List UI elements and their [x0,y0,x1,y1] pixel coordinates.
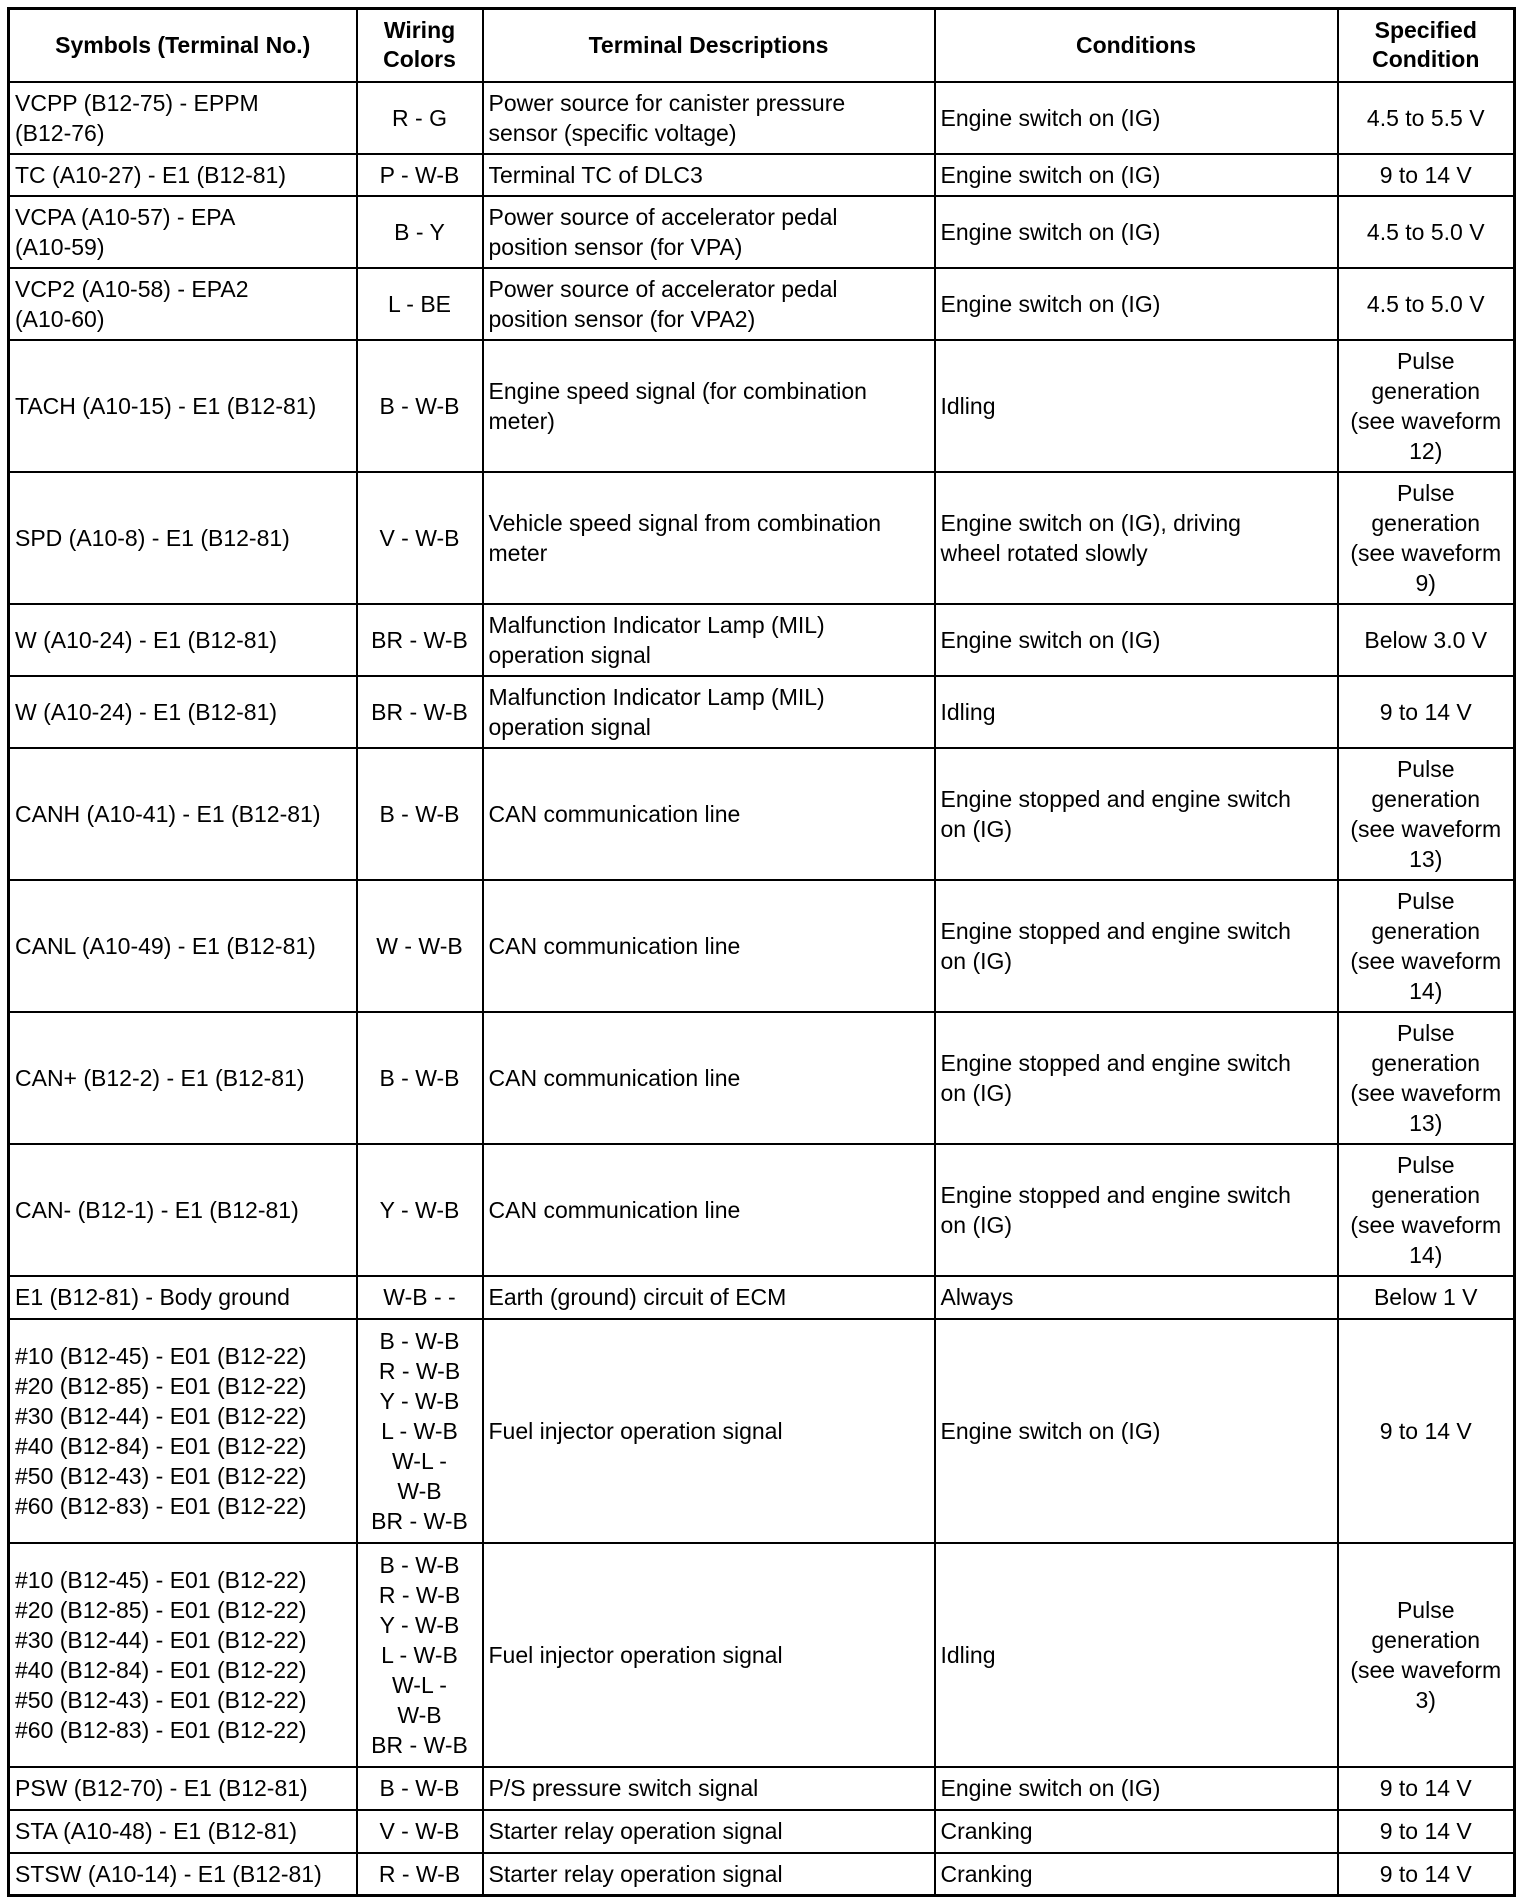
terminal-description-cell: Fuel injector operation signal [483,1543,935,1767]
condition-cell: Engine stopped and engine switch on (IG) [935,1144,1338,1276]
header-terminal-descriptions: Terminal Descriptions [483,9,935,82]
terminal-symbol-cell: VCPP (B12-75) - EPPM (B12-76) [9,82,357,154]
terminal-description-cell: Malfunction Indicator Lamp (MIL) operation signal [483,604,935,676]
header-conditions: Conditions [935,9,1338,82]
table-row [9,196,1515,268]
condition-cell: Cranking [935,1853,1338,1896]
table-row [9,340,1515,472]
terminal-symbol-cell: STA (A10-48) - E1 (B12-81) [9,1810,357,1853]
specified-condition-cell: 9 to 14 V [1338,1810,1515,1853]
specified-condition-cell: 9 to 14 V [1338,1319,1515,1543]
specified-condition-cell: Pulse generation (see waveform 14) [1338,880,1515,1012]
terminal-description-cell: Engine speed signal (for combination meter) [483,340,935,472]
terminal-symbol-cell: CANH (A10-41) - E1 (B12-81) [9,748,357,880]
terminal-symbol-cell: #10 (B12-45) - E01 (B12-22) #20 (B12-85) - E01 (B12-22) #30 (B12-44) - E01 (B12-22) #40 (B12-84) - E01 (B12-22) #50 (B12-43) - E01 (B12-22) #60 (B12-83) - E01 (B12-22) [9,1543,357,1767]
specified-condition-cell: 9 to 14 V [1338,1767,1515,1810]
condition-cell: Engine switch on (IG), driving wheel rotated slowly [935,472,1338,604]
condition-cell: Engine stopped and engine switch on (IG) [935,880,1338,1012]
table-row [9,1012,1515,1144]
table-row [9,82,1515,154]
condition-cell: Engine switch on (IG) [935,82,1338,154]
terminal-description-cell: CAN communication line [483,748,935,880]
specified-condition-cell: Pulse generation (see waveform 13) [1338,748,1515,880]
terminal-description-cell: P/S pressure switch signal [483,1767,935,1810]
wiring-colors-cell: B - Y [357,196,483,268]
specified-condition-cell: 9 to 14 V [1338,154,1515,196]
terminal-description-cell: Power source of accelerator pedal position sensor (for VPA) [483,196,935,268]
table-body [9,82,1515,1896]
table-row [9,1767,1515,1810]
terminal-symbol-cell: W (A10-24) - E1 (B12-81) [9,604,357,676]
specified-condition-cell: Pulse generation (see waveform 9) [1338,472,1515,604]
terminal-symbol-cell: CAN- (B12-1) - E1 (B12-81) [9,1144,357,1276]
table-row [9,1810,1515,1853]
terminal-description-cell: Power source for canister pressure sensor (specific voltage) [483,82,935,154]
wiring-colors-cell: B - W-B R - W-B Y - W-B L - W-B W-L - W-B BR - W-B [357,1543,483,1767]
wiring-colors-cell: B - W-B [357,1012,483,1144]
wiring-colors-cell: Y - W-B [357,1144,483,1276]
table-row [9,1276,1515,1319]
table-row [9,1319,1515,1543]
condition-cell: Engine stopped and engine switch on (IG) [935,748,1338,880]
specified-condition-cell: Below 1 V [1338,1276,1515,1319]
table-row [9,154,1515,196]
wiring-colors-cell: P - W-B [357,154,483,196]
terminal-symbol-cell: CANL (A10-49) - E1 (B12-81) [9,880,357,1012]
terminal-symbol-cell: CAN+ (B12-2) - E1 (B12-81) [9,1012,357,1144]
table-row [9,748,1515,880]
table-header-row [9,9,1515,82]
terminal-symbol-cell: PSW (B12-70) - E1 (B12-81) [9,1767,357,1810]
terminal-description-cell: CAN communication line [483,1144,935,1276]
specified-condition-cell: Below 3.0 V [1338,604,1515,676]
table-row [9,1543,1515,1767]
header-wiring-colors: Wiring Colors [357,9,483,82]
terminal-symbol-cell: VCP2 (A10-58) - EPA2 (A10-60) [9,268,357,340]
terminal-description-cell: Starter relay operation signal [483,1810,935,1853]
terminal-symbol-cell: SPD (A10-8) - E1 (B12-81) [9,472,357,604]
table-row [9,1853,1515,1896]
condition-cell: Engine switch on (IG) [935,268,1338,340]
wiring-colors-cell: BR - W-B [357,676,483,748]
specified-condition-cell: Pulse generation (see waveform 13) [1338,1012,1515,1144]
wiring-colors-cell: B - W-B R - W-B Y - W-B L - W-B W-L - W-B BR - W-B [357,1319,483,1543]
condition-cell: Engine switch on (IG) [935,196,1338,268]
condition-cell: Engine switch on (IG) [935,1767,1338,1810]
wiring-colors-cell: B - W-B [357,748,483,880]
specified-condition-cell: Pulse generation (see waveform 12) [1338,340,1515,472]
header-symbols: Symbols (Terminal No.) [9,9,357,82]
condition-cell: Engine switch on (IG) [935,1319,1338,1543]
terminal-symbol-cell: E1 (B12-81) - Body ground [9,1276,357,1319]
table-row [9,676,1515,748]
condition-cell: Always [935,1276,1338,1319]
terminal-symbol-cell: VCPA (A10-57) - EPA (A10-59) [9,196,357,268]
table-row [9,472,1515,604]
wiring-colors-cell: B - W-B [357,1767,483,1810]
terminal-description-cell: Power source of accelerator pedal position sensor (for VPA2) [483,268,935,340]
condition-cell: Engine switch on (IG) [935,154,1338,196]
terminal-symbol-cell: STSW (A10-14) - E1 (B12-81) [9,1853,357,1896]
terminal-symbol-cell: #10 (B12-45) - E01 (B12-22) #20 (B12-85) - E01 (B12-22) #30 (B12-44) - E01 (B12-22) #40 (B12-84) - E01 (B12-22) #50 (B12-43) - E01 (B12-22) #60 (B12-83) - E01 (B12-22) [9,1319,357,1543]
terminal-symbol-cell: TC (A10-27) - E1 (B12-81) [9,154,357,196]
wiring-colors-cell: B - W-B [357,340,483,472]
table-row [9,1144,1515,1276]
wiring-colors-cell: R - W-B [357,1853,483,1896]
table-row [9,268,1515,340]
wiring-colors-cell: V - W-B [357,1810,483,1853]
terminal-description-cell: CAN communication line [483,1012,935,1144]
specified-condition-cell: 4.5 to 5.5 V [1338,82,1515,154]
terminal-description-cell: Fuel injector operation signal [483,1319,935,1543]
condition-cell: Idling [935,340,1338,472]
condition-cell: Idling [935,1543,1338,1767]
specified-condition-cell: 4.5 to 5.0 V [1338,268,1515,340]
condition-cell: Engine stopped and engine switch on (IG) [935,1012,1338,1144]
specified-condition-cell: Pulse generation (see waveform 14) [1338,1144,1515,1276]
terminal-description-cell: Vehicle speed signal from combination meter [483,472,935,604]
terminal-description-cell: Terminal TC of DLC3 [483,154,935,196]
terminal-table [7,7,1516,1897]
terminal-description-cell: Malfunction Indicator Lamp (MIL) operation signal [483,676,935,748]
table-row [9,880,1515,1012]
specified-condition-cell: 4.5 to 5.0 V [1338,196,1515,268]
header-specified-condition: Specified Condition [1338,9,1515,82]
wiring-colors-cell: W - W-B [357,880,483,1012]
wiring-colors-cell: BR - W-B [357,604,483,676]
terminal-description-cell: Starter relay operation signal [483,1853,935,1896]
terminal-symbol-cell: TACH (A10-15) - E1 (B12-81) [9,340,357,472]
condition-cell: Idling [935,676,1338,748]
specified-condition-cell: 9 to 14 V [1338,676,1515,748]
specified-condition-cell: Pulse generation (see waveform 3) [1338,1543,1515,1767]
wiring-colors-cell: V - W-B [357,472,483,604]
wiring-colors-cell: L - BE [357,268,483,340]
terminal-symbol-cell: W (A10-24) - E1 (B12-81) [9,676,357,748]
wiring-colors-cell: W-B - - [357,1276,483,1319]
specified-condition-cell: 9 to 14 V [1338,1853,1515,1896]
wiring-colors-cell: R - G [357,82,483,154]
table-row [9,604,1515,676]
condition-cell: Cranking [935,1810,1338,1853]
terminal-description-cell: Earth (ground) circuit of ECM [483,1276,935,1319]
condition-cell: Engine switch on (IG) [935,604,1338,676]
terminal-description-cell: CAN communication line [483,880,935,1012]
